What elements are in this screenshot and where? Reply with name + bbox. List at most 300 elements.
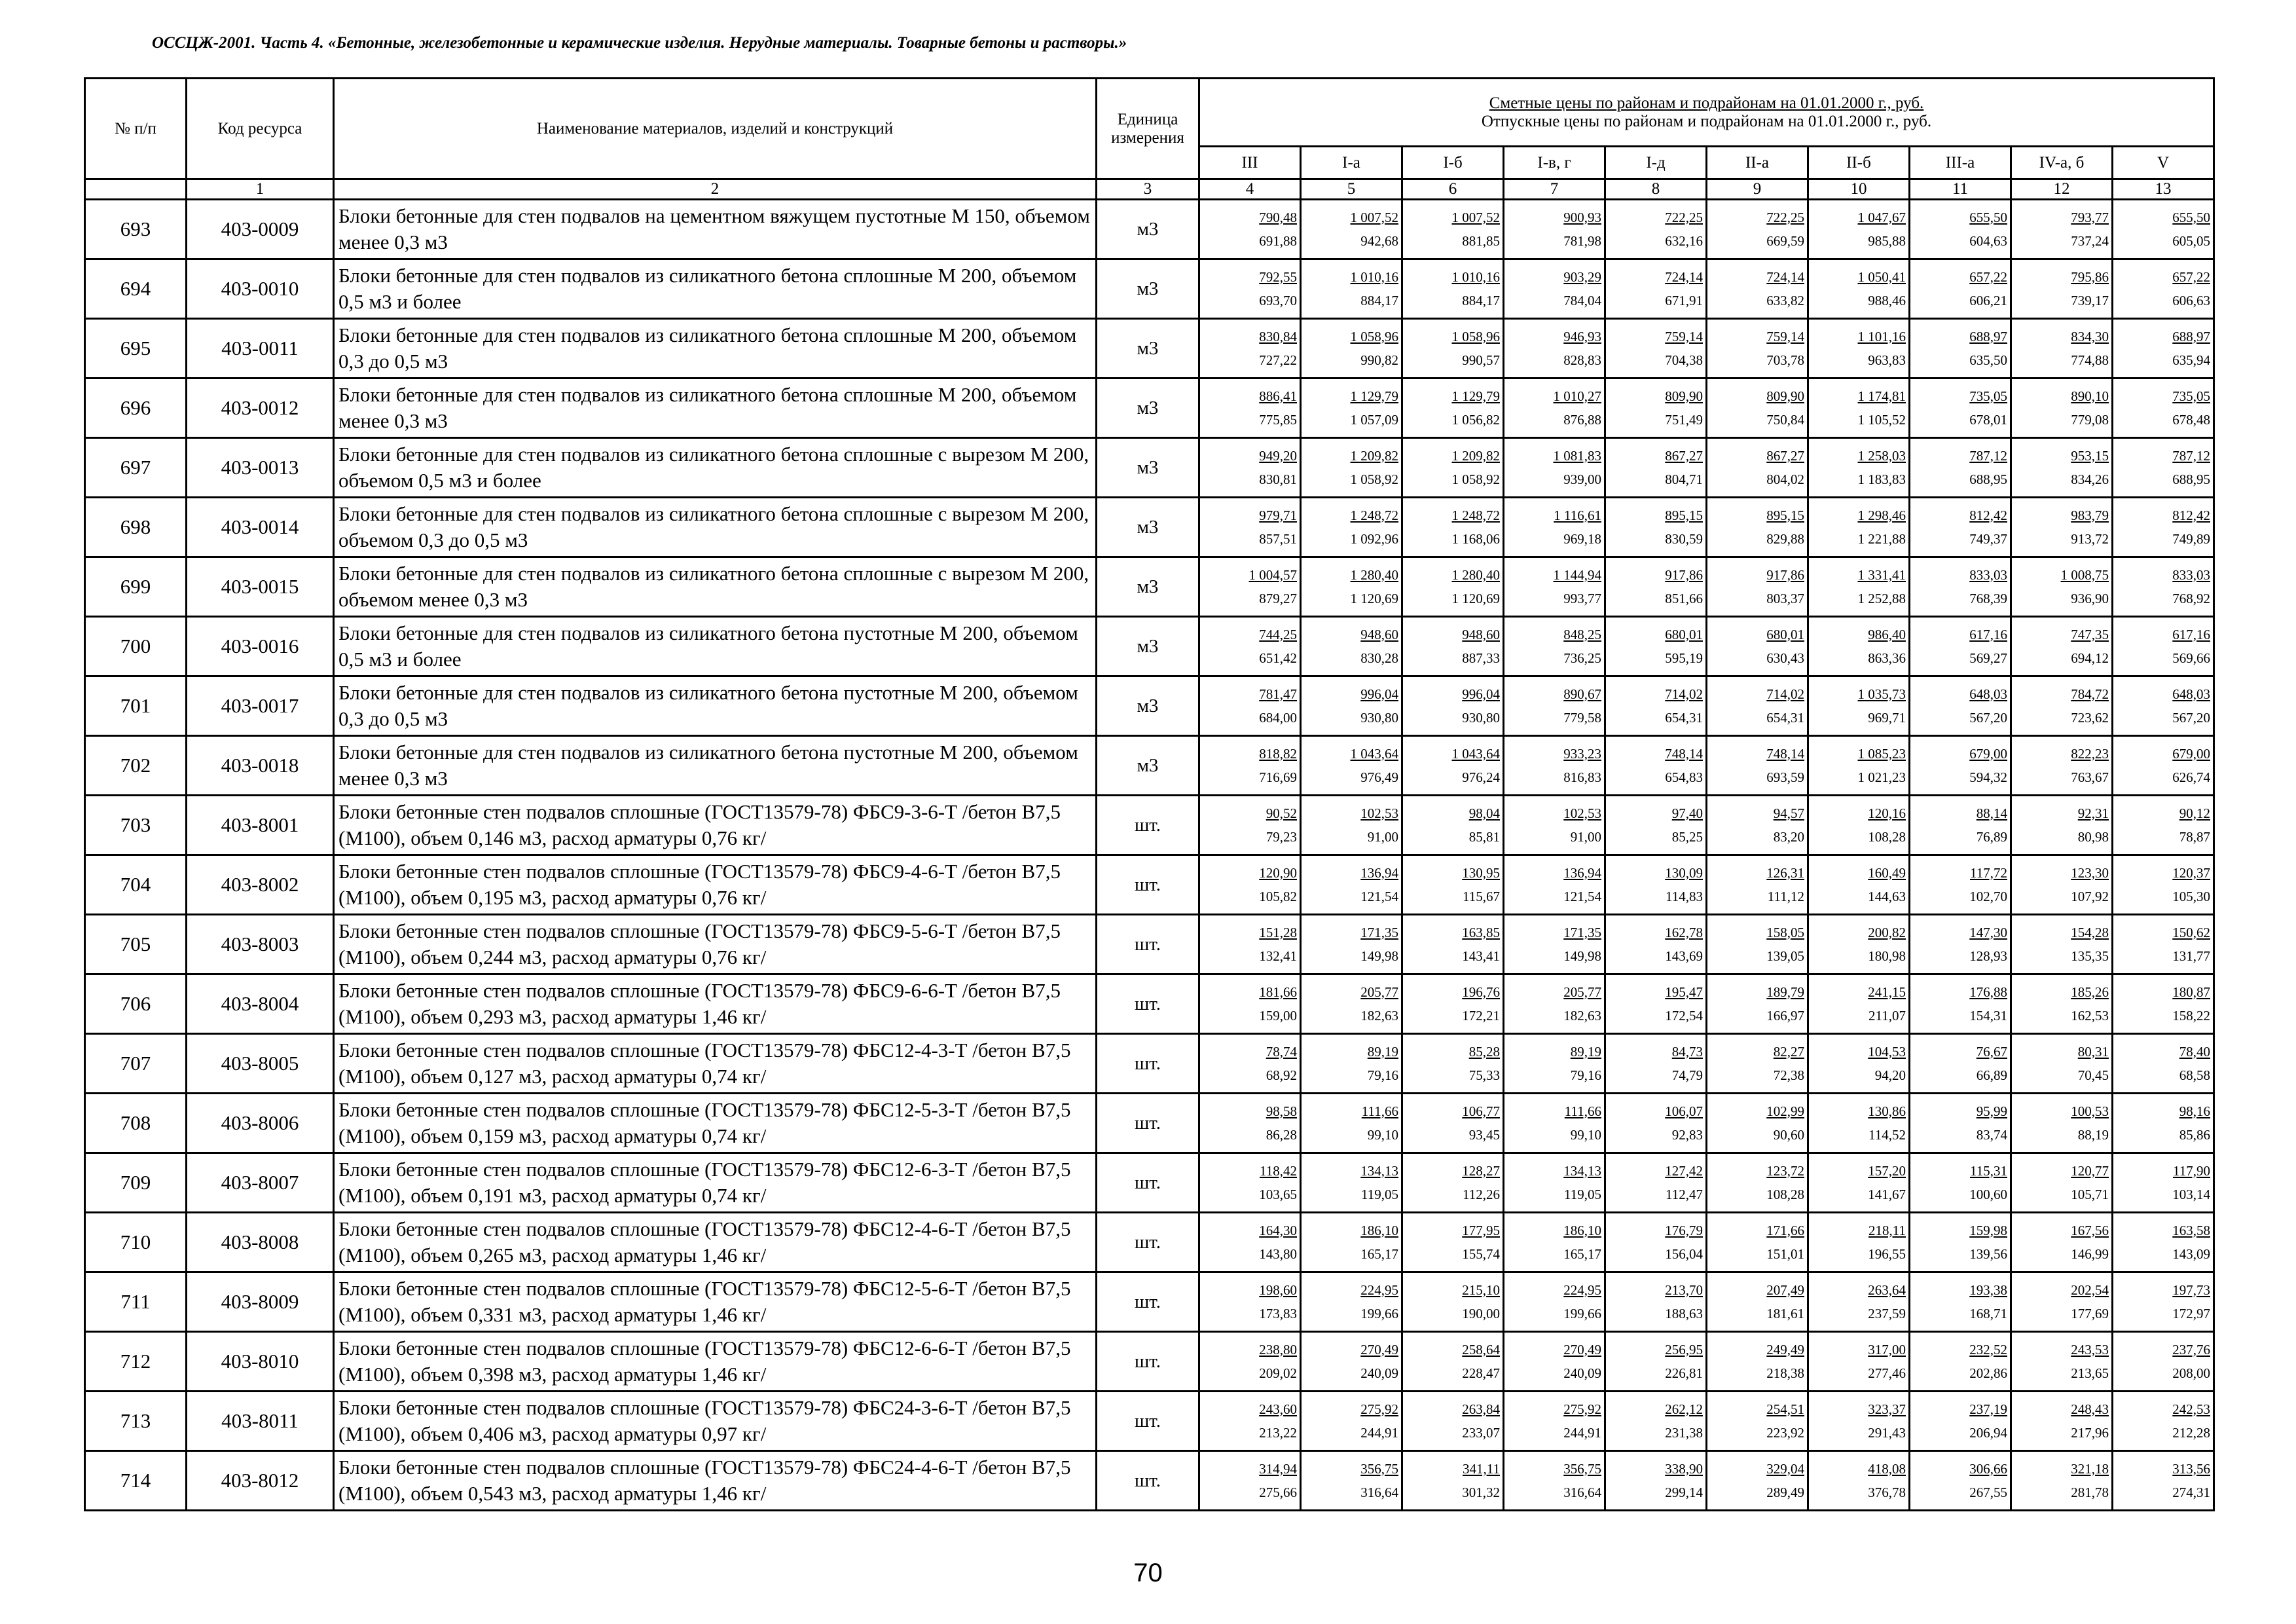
estimate-price: 680,01: [1665, 626, 1703, 642]
region-header: III-а: [1910, 147, 2011, 179]
price-cell: [1910, 259, 2011, 319]
price-cell: [1808, 200, 1910, 259]
price-cell: [1808, 557, 1910, 617]
header-name: Наименование материалов, изделий и конструкций: [334, 79, 1097, 179]
price-cell: [1301, 1272, 1402, 1332]
release-price: 172,54: [1665, 1008, 1703, 1024]
header-num: № п/п: [85, 79, 187, 179]
estimate-price: 833,03: [1969, 566, 2007, 583]
price-cell: [1605, 1213, 1707, 1272]
price-cell: [1910, 200, 2011, 259]
estimate-price: 1 010,27: [1553, 388, 1601, 404]
row-number: 699: [85, 557, 187, 617]
release-price: 105,30: [2172, 889, 2211, 904]
price-cell: [1402, 974, 1504, 1034]
estimate-price: 323,37: [1868, 1401, 1906, 1417]
release-price: 879,27: [1259, 591, 1297, 606]
running-title: ОССЦЖ-2001. Часть 4. «Бетонные, железобетонные и керамические изделия. Нерудные материалы. Товарные бетоны и растворы.»: [152, 34, 1127, 52]
estimate-price: 106,77: [1462, 1103, 1500, 1119]
table-row: [85, 1153, 2214, 1213]
price-cell: [1707, 1392, 1808, 1451]
price-cell: [2011, 736, 2113, 796]
price-cell: [2113, 676, 2214, 736]
unit: м3: [1097, 378, 1199, 438]
release-price: 703,78: [1766, 352, 1804, 368]
price-cell: [1910, 1451, 2011, 1511]
unit: шт.: [1097, 855, 1199, 915]
row-number: 693: [85, 200, 187, 259]
price-cell: [1301, 1392, 1402, 1451]
estimate-price: 195,47: [1665, 984, 1703, 1000]
estimate-price: 90,52: [1266, 805, 1297, 821]
estimate-price: 238,80: [1259, 1341, 1297, 1357]
release-price: 804,02: [1766, 471, 1804, 487]
estimate-price: 241,15: [1868, 984, 1906, 1000]
release-price: 594,32: [1969, 769, 2007, 785]
price-cell: [1605, 1153, 1707, 1213]
estimate-price: 171,35: [1563, 924, 1601, 940]
release-price: 165,17: [1360, 1246, 1398, 1262]
estimate-price: 617,16: [2172, 626, 2211, 642]
row-number: 710: [85, 1213, 187, 1272]
release-price: 1 120,69: [1350, 591, 1398, 606]
price-cell: [1605, 319, 1707, 378]
material-name: Блоки бетонные для стен подвалов из силикатного бетона сплошные с вырезом М 200, объемом 0,5 м3 и более: [334, 438, 1097, 498]
release-price: 316,64: [1360, 1485, 1398, 1500]
release-price: 669,59: [1766, 233, 1804, 249]
release-price: 112,26: [1463, 1187, 1500, 1202]
price-cell: [1402, 557, 1504, 617]
estimate-price: 200,82: [1868, 924, 1906, 940]
estimate-price: 162,78: [1665, 924, 1703, 940]
estimate-price: 89,19: [1367, 1043, 1398, 1060]
resource-code: 403-8010: [187, 1332, 334, 1392]
material-name: Блоки бетонные для стен подвалов из силикатного бетона пустотные М 200, объемом 0,3 до 0,5 м3: [334, 676, 1097, 736]
price-cell: [1504, 1332, 1605, 1392]
estimate-price: 830,84: [1259, 328, 1297, 344]
release-price: 144,63: [1868, 889, 1906, 904]
estimate-price: 98,04: [1468, 805, 1500, 821]
estimate-price: 314,94: [1259, 1460, 1297, 1477]
release-price: 208,00: [2172, 1365, 2211, 1381]
estimate-price: 1 047,67: [1857, 209, 1906, 225]
price-cell: [1910, 676, 2011, 736]
price-cell: [1199, 1153, 1301, 1213]
estimate-price: 688,97: [1969, 328, 2007, 344]
release-price: 209,02: [1259, 1365, 1297, 1381]
release-price: 83,74: [1976, 1127, 2007, 1143]
release-price: 727,22: [1259, 352, 1297, 368]
price-cell: [1199, 1272, 1301, 1332]
estimate-price: 94,57: [1773, 805, 1804, 821]
price-cell: [2011, 1332, 2113, 1392]
price-cell: [1301, 438, 1402, 498]
estimate-price: 714,02: [1665, 686, 1703, 702]
price-cell: [1199, 557, 1301, 617]
release-price: 85,81: [1468, 829, 1500, 845]
estimate-price: 1 058,96: [1451, 328, 1500, 344]
row-number: 707: [85, 1034, 187, 1094]
estimate-price: 1 035,73: [1857, 686, 1906, 702]
price-cell: [1707, 676, 1808, 736]
price-cell: [1301, 1451, 1402, 1511]
estimate-price: 748,14: [1766, 745, 1804, 762]
estimate-price: 1 174,81: [1857, 388, 1906, 404]
price-cell: [1910, 796, 2011, 855]
release-price: 595,19: [1665, 650, 1703, 666]
table-row: [85, 200, 2214, 259]
row-number: 695: [85, 319, 187, 378]
release-price: 128,93: [1969, 948, 2007, 964]
estimate-price: 321,18: [2071, 1460, 2109, 1477]
release-price: 139,56: [1969, 1246, 2007, 1262]
release-price: 784,04: [1563, 293, 1601, 308]
estimate-price: 748,14: [1665, 745, 1703, 762]
estimate-price: 185,26: [2071, 984, 2109, 1000]
price-cell: [2113, 915, 2214, 974]
estimate-price: 123,30: [2071, 864, 2109, 881]
price-cell: [2011, 617, 2113, 676]
estimate-price: 117,90: [2173, 1162, 2211, 1179]
estimate-price: 744,25: [1259, 626, 1297, 642]
release-price: 569,27: [1969, 650, 2007, 666]
estimate-price: 164,30: [1259, 1222, 1297, 1238]
estimate-price: 1 010,16: [1350, 268, 1398, 285]
estimate-price: 95,99: [1976, 1103, 2007, 1119]
estimate-price: 89,19: [1570, 1043, 1601, 1060]
release-price: 182,63: [1360, 1008, 1398, 1024]
estimate-price: 341,11: [1463, 1460, 1500, 1477]
table-row: [85, 259, 2214, 319]
release-price: 688,95: [1969, 471, 2007, 487]
resource-code: 403-0012: [187, 378, 334, 438]
price-cell: [1301, 617, 1402, 676]
unit: м3: [1097, 319, 1199, 378]
release-price: 1 105,52: [1857, 412, 1906, 428]
resource-code: 403-0017: [187, 676, 334, 736]
price-cell: [1808, 974, 1910, 1034]
resource-code: 403-0009: [187, 200, 334, 259]
release-price: 606,63: [2172, 293, 2211, 308]
price-cell: [1504, 1094, 1605, 1153]
price-cell: [1402, 438, 1504, 498]
price-cell: [1199, 915, 1301, 974]
table-row: [85, 1272, 2214, 1332]
price-cell: [1910, 1034, 2011, 1094]
release-price: 939,00: [1563, 471, 1601, 487]
price-cell: [1504, 915, 1605, 974]
unit: шт.: [1097, 1094, 1199, 1153]
price-cell: [1707, 1451, 1808, 1511]
price-cell: [1301, 796, 1402, 855]
estimate-price: 270,49: [1360, 1341, 1398, 1357]
release-price: 633,82: [1766, 293, 1804, 308]
price-cell: [1605, 855, 1707, 915]
price-cell: [1199, 1332, 1301, 1392]
release-price: 376,78: [1868, 1485, 1906, 1500]
estimate-price: 80,31: [2077, 1043, 2109, 1060]
price-cell: [1605, 1034, 1707, 1094]
material-name: Блоки бетонные стен подвалов сплошные (ГОСТ13579-78) ФБС9-5-6-Т /бетон В7,5 (М100), объем 0,244 м3, расход арматуры 0,76 кг/: [334, 915, 1097, 974]
price-cell: [1910, 915, 2011, 974]
price-cell: [1808, 1272, 1910, 1332]
estimate-price: 900,93: [1563, 209, 1601, 225]
release-price: 114,52: [1868, 1127, 1906, 1143]
estimate-price: 1 043,64: [1451, 745, 1500, 762]
release-price: 135,35: [2071, 948, 2109, 964]
release-price: 143,09: [2172, 1246, 2211, 1262]
price-cell: [2011, 796, 2113, 855]
resource-code: 403-0010: [187, 259, 334, 319]
release-price: 930,80: [1462, 710, 1500, 726]
estimate-price: 1 058,96: [1350, 328, 1398, 344]
release-price: 99,10: [1367, 1127, 1398, 1143]
price-cell: [1910, 736, 2011, 796]
region-header: II-а: [1707, 147, 1808, 179]
column-number: 7: [1504, 179, 1605, 200]
price-cell: [1402, 736, 1504, 796]
estimate-price: 207,49: [1766, 1282, 1804, 1298]
estimate-price: 151,28: [1259, 924, 1297, 940]
row-number: 694: [85, 259, 187, 319]
price-cell: [1402, 200, 1504, 259]
region-header: I-а: [1301, 147, 1402, 179]
price-cell: [1504, 498, 1605, 557]
estimate-price: 100,53: [2071, 1103, 2109, 1119]
release-price: 105,71: [2071, 1187, 2109, 1202]
estimate-price: 134,13: [1563, 1162, 1601, 1179]
estimate-price: 181,66: [1259, 984, 1297, 1000]
material-name: Блоки бетонные для стен подвалов из силикатного бетона сплошные М 200, объемом менее 0,3 м3: [334, 378, 1097, 438]
estimate-price: 657,22: [2172, 268, 2211, 285]
price-cell: [1301, 676, 1402, 736]
column-number: 4: [1199, 179, 1301, 200]
estimate-price: 249,49: [1766, 1341, 1804, 1357]
release-price: 1 221,88: [1857, 531, 1906, 547]
release-price: 100,60: [1969, 1187, 2007, 1202]
unit: шт.: [1097, 915, 1199, 974]
price-cell: [1808, 1094, 1910, 1153]
estimate-price: 120,90: [1259, 864, 1297, 881]
row-number: 703: [85, 796, 187, 855]
price-cell: [2113, 1392, 2214, 1451]
price-cell: [2113, 378, 2214, 438]
estimate-price: 848,25: [1563, 626, 1601, 642]
table-row: [85, 498, 2214, 557]
price-cell: [1707, 438, 1808, 498]
price-cell: [1199, 319, 1301, 378]
estimate-price: 759,14: [1766, 328, 1804, 344]
release-price: 1 057,09: [1350, 412, 1398, 428]
release-price: 121,54: [1563, 889, 1601, 904]
release-price: 678,01: [1969, 412, 2007, 428]
unit: м3: [1097, 498, 1199, 557]
estimate-price: 1 129,79: [1350, 388, 1398, 404]
release-price: 149,98: [1563, 948, 1601, 964]
price-cell: [1402, 796, 1504, 855]
release-price: 671,91: [1665, 293, 1703, 308]
price-cell: [2011, 1213, 2113, 1272]
estimate-price: 818,82: [1259, 745, 1297, 762]
price-cell: [1301, 557, 1402, 617]
release-price: 115,67: [1463, 889, 1500, 904]
estimate-price: 263,84: [1462, 1401, 1500, 1417]
release-price: 763,67: [2071, 769, 2109, 785]
estimate-price: 787,12: [2172, 447, 2211, 464]
price-cell: [1301, 1153, 1402, 1213]
price-cell: [1402, 1392, 1504, 1451]
price-cell: [1707, 378, 1808, 438]
estimate-price: 886,41: [1259, 388, 1297, 404]
estimate-price: 793,77: [2071, 209, 2109, 225]
release-price: 139,05: [1766, 948, 1804, 964]
estimate-price: 130,09: [1665, 864, 1703, 881]
estimate-price: 890,10: [2071, 388, 2109, 404]
column-number: 13: [2113, 179, 2214, 200]
price-cell: [1504, 557, 1605, 617]
estimate-price: 111,66: [1361, 1103, 1398, 1119]
table-row: [85, 796, 2214, 855]
price-cell: [1605, 438, 1707, 498]
estimate-price: 275,92: [1563, 1401, 1601, 1417]
price-cell: [1910, 1272, 2011, 1332]
price-cell: [1402, 617, 1504, 676]
column-number: 11: [1910, 179, 2011, 200]
release-price: 79,16: [1367, 1067, 1398, 1083]
release-price: 85,25: [1671, 829, 1703, 845]
price-cell: [1199, 676, 1301, 736]
estimate-price: 189,79: [1766, 984, 1804, 1000]
row-number: 697: [85, 438, 187, 498]
estimate-price: 117,72: [1970, 864, 2007, 881]
price-cell: [2011, 915, 2113, 974]
resource-code: 403-0018: [187, 736, 334, 796]
release-price: 244,91: [1563, 1425, 1601, 1441]
price-cell: [2011, 259, 2113, 319]
resource-code: 403-0013: [187, 438, 334, 498]
estimate-price: 1 331,41: [1857, 566, 1906, 583]
estimate-price: 150,62: [2172, 924, 2211, 940]
estimate-price: 1 248,72: [1451, 507, 1500, 523]
resource-code: 403-8005: [187, 1034, 334, 1094]
unit: шт.: [1097, 1451, 1199, 1511]
price-cell: [1402, 259, 1504, 319]
price-cell: [2113, 796, 2214, 855]
price-cell: [1605, 1272, 1707, 1332]
estimate-price: 655,50: [2172, 209, 2211, 225]
release-price: 635,94: [2172, 352, 2211, 368]
release-price: 112,47: [1666, 1187, 1703, 1202]
price-cell: [1605, 617, 1707, 676]
table-row: [85, 557, 2214, 617]
release-price: 626,74: [2172, 769, 2211, 785]
release-price: 985,88: [1868, 233, 1906, 249]
release-price: 76,89: [1976, 829, 2007, 845]
estimate-price: 809,90: [1766, 388, 1804, 404]
header-unit: Единица измерения: [1097, 79, 1199, 179]
release-price: 988,46: [1868, 293, 1906, 308]
material-name: Блоки бетонные стен подвалов сплошные (ГОСТ13579-78) ФБС12-4-6-Т /бетон В7,5 (М100), объем 0,265 м3, расход арматуры 1,46 кг/: [334, 1213, 1097, 1272]
price-cell: [2113, 498, 2214, 557]
estimate-price: 262,12: [1665, 1401, 1703, 1417]
estimate-price: 356,75: [1360, 1460, 1398, 1477]
region-header: II-б: [1808, 147, 1910, 179]
estimate-price: 237,76: [2172, 1341, 2211, 1357]
resource-code: 403-0015: [187, 557, 334, 617]
estimate-price: 205,77: [1563, 984, 1601, 1000]
estimate-price: 85,28: [1468, 1043, 1500, 1060]
estimate-price: 92,31: [2077, 805, 2109, 821]
estimate-price: 329,04: [1766, 1460, 1804, 1477]
price-cell: [1301, 378, 1402, 438]
material-name: Блоки бетонные стен подвалов сплошные (ГОСТ13579-78) ФБС12-5-3-Т /бетон В7,5 (М100), объем 0,159 м3, расход арматуры 0,74 кг/: [334, 1094, 1097, 1153]
release-price: 884,17: [1360, 293, 1398, 308]
release-price: 162,53: [2071, 1008, 2109, 1024]
release-price: 72,38: [1773, 1067, 1804, 1083]
row-number: 712: [85, 1332, 187, 1392]
estimate-price: 136,94: [1360, 864, 1398, 881]
column-number: 3: [1097, 179, 1199, 200]
price-cell: [1707, 200, 1808, 259]
estimate-price: 215,10: [1462, 1282, 1500, 1298]
price-cell: [1504, 1392, 1605, 1451]
release-price: 678,48: [2172, 412, 2211, 428]
price-cell: [1910, 498, 2011, 557]
table-row: [85, 617, 2214, 676]
price-cell: [1402, 1034, 1504, 1094]
estimate-price: 1 298,46: [1857, 507, 1906, 523]
price-cell: [1199, 617, 1301, 676]
estimate-price: 258,64: [1462, 1341, 1500, 1357]
unit: шт.: [1097, 1392, 1199, 1451]
release-price: 993,77: [1563, 591, 1601, 606]
release-price: 240,09: [1563, 1365, 1601, 1381]
release-price: 74,79: [1671, 1067, 1703, 1083]
price-cell: [1808, 676, 1910, 736]
material-name: Блоки бетонные стен подвалов сплошные (ГОСТ13579-78) ФБС9-3-6-Т /бетон В7,5 (М100), объем 0,146 м3, расход арматуры 0,76 кг/: [334, 796, 1097, 855]
estimate-price: 917,86: [1766, 566, 1804, 583]
estimate-price: 111,66: [1564, 1103, 1601, 1119]
release-price: 244,91: [1360, 1425, 1398, 1441]
estimate-price: 78,74: [1266, 1043, 1297, 1060]
release-price: 281,78: [2071, 1485, 2109, 1500]
release-price: 91,00: [1570, 829, 1601, 845]
release-price: 963,83: [1868, 352, 1906, 368]
estimate-price: 84,73: [1671, 1043, 1703, 1060]
price-cell: [1504, 676, 1605, 736]
column-number: 1: [187, 179, 334, 200]
estimate-price: 648,03: [2172, 686, 2211, 702]
estimate-price: 867,27: [1665, 447, 1703, 464]
estimate-price: 167,56: [2071, 1222, 2109, 1238]
column-number: 5: [1301, 179, 1402, 200]
resource-code: 403-0016: [187, 617, 334, 676]
estimate-price: 812,42: [1969, 507, 2007, 523]
release-price: 86,28: [1266, 1127, 1297, 1143]
unit: м3: [1097, 676, 1199, 736]
release-price: 211,07: [1868, 1008, 1906, 1024]
release-price: 149,98: [1360, 948, 1398, 964]
table-body: [85, 200, 2214, 1511]
price-cell: [1301, 855, 1402, 915]
price-cell: [1301, 259, 1402, 319]
release-price: 108,28: [1868, 829, 1906, 845]
price-cell: [1301, 200, 1402, 259]
estimate-price: 903,29: [1563, 268, 1601, 285]
estimate-price: 242,53: [2172, 1401, 2211, 1417]
estimate-price: 82,27: [1773, 1043, 1804, 1060]
release-price: 143,80: [1259, 1246, 1297, 1262]
